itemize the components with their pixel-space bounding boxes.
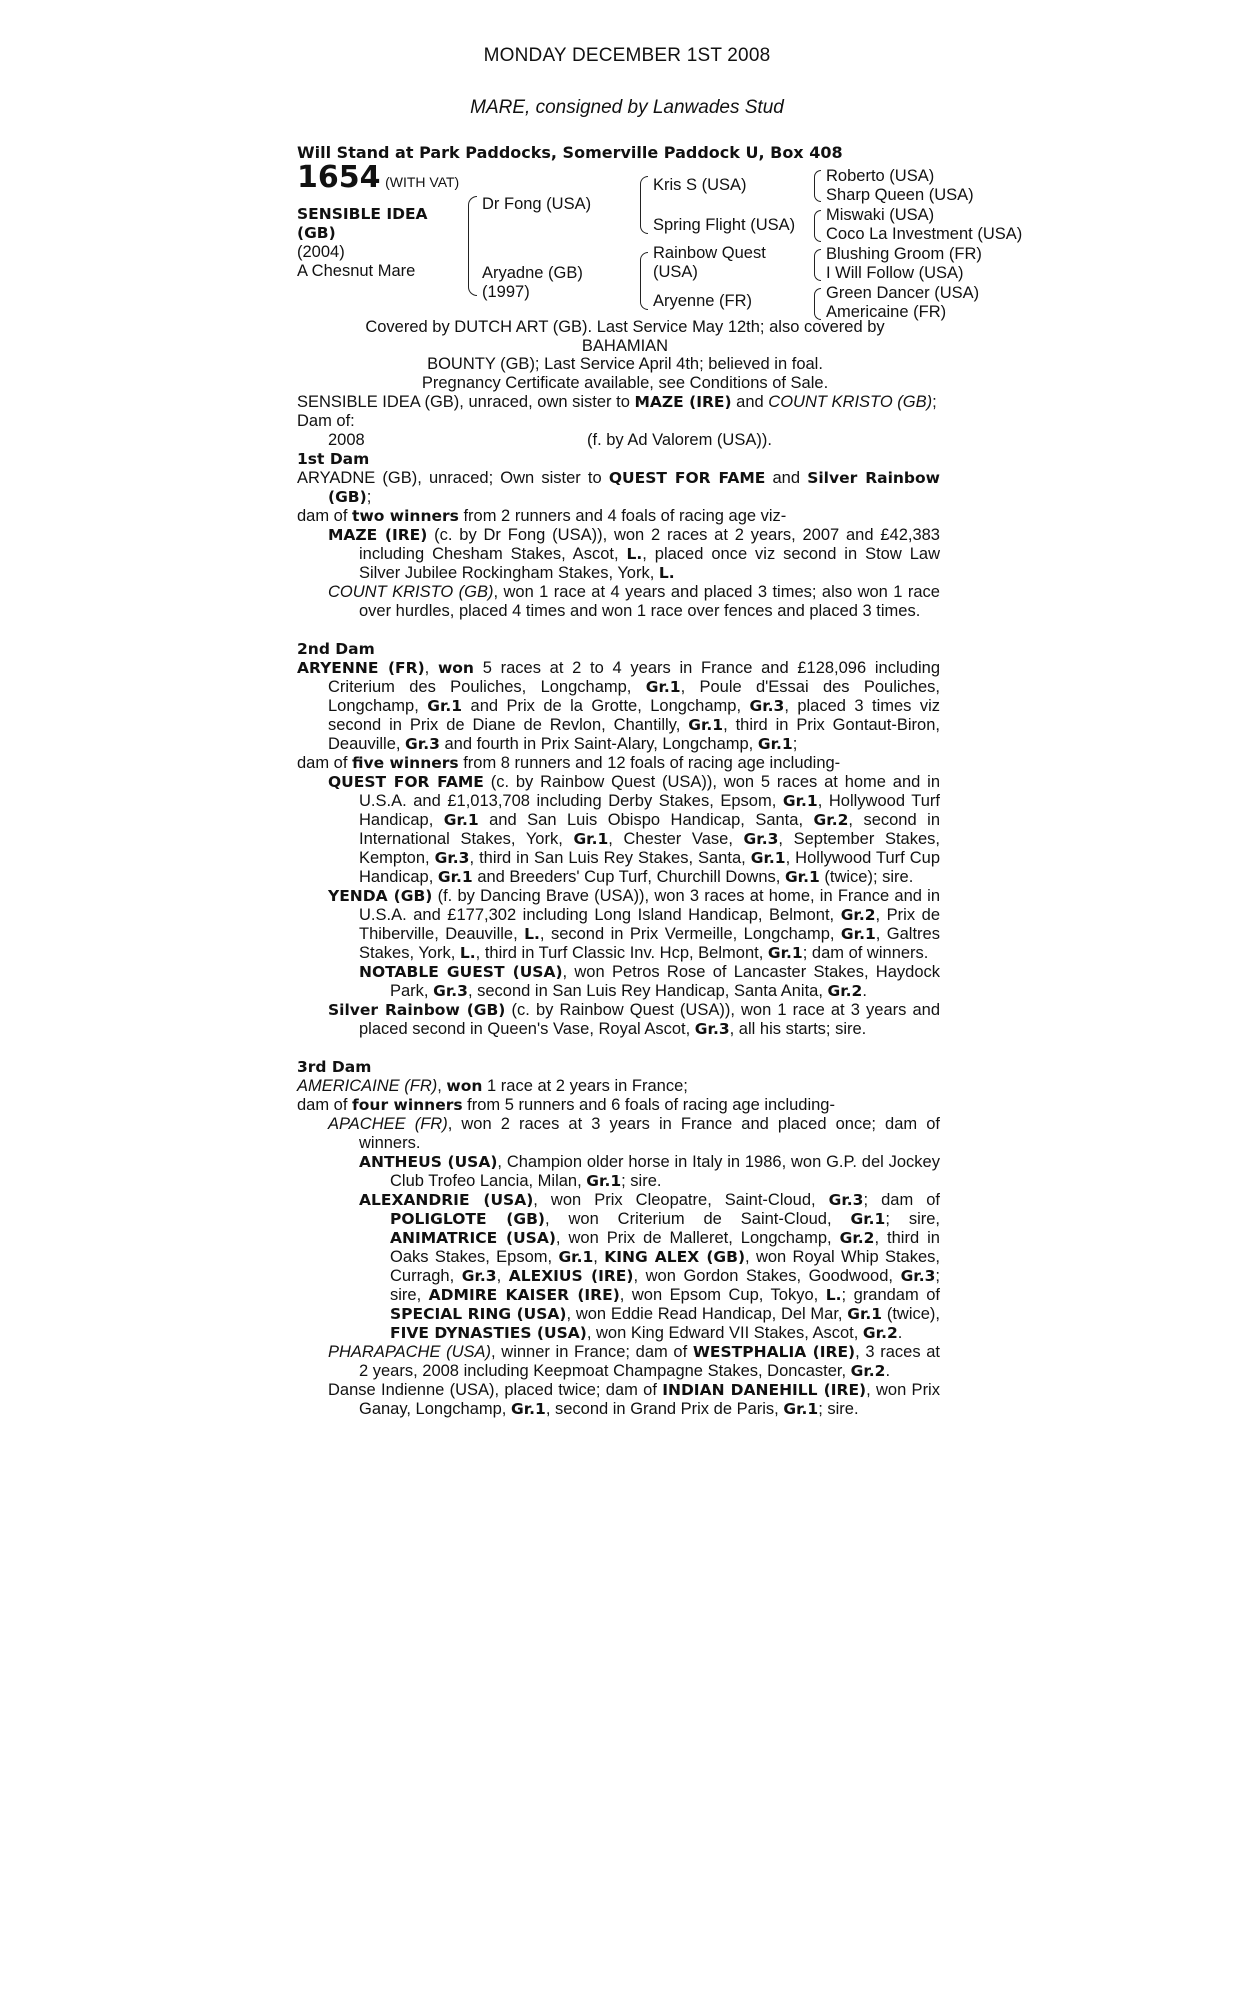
third-dam-produce-summary: dam of four winners from 5 runners and 6 foals of racing age including- <box>297 1096 835 1114</box>
produce-danse-indienne: Danse Indienne (USA), placed twice; dam of INDIAN DANEHILL (IRE), won Prix Ganay, Longchamp, Gr.1, second in Grand Prix de Paris, Gr.1; sire. <box>328 1381 940 1418</box>
pedigree-brace-sire <box>640 176 648 234</box>
pedigree-dam-sire-country: (USA) <box>653 263 698 281</box>
pedigree-g4: Coco La Investment (USA) <box>826 225 1023 243</box>
horse-country: (GB) <box>297 224 336 242</box>
lot-number-block <box>297 160 460 195</box>
horse-description: A Chesnut Mare <box>297 262 416 280</box>
summary-dam-of: Dam of: <box>297 412 355 430</box>
pedigree-g7: Green Dancer (USA) <box>826 284 980 302</box>
produce-maze: MAZE (IRE) (c. by Dr Fong (USA)), won 2 races at 2 years, 2007 and £42,383 including Chesham Stakes, Ascot, L., placed once viz second in Stow Law Silver Jubilee Rockingham Stakes, York, L. <box>328 526 940 582</box>
pedigree-brace-g4 <box>814 288 821 320</box>
stand-location: Will Stand at Park Paddocks, Somerville Paddock U, Box 408 <box>297 143 843 162</box>
produce-row <box>297 431 940 450</box>
pedigree-dam-sire: Rainbow Quest <box>653 244 766 262</box>
produce-alexandrie: ALEXANDRIE (USA), won Prix Cleopatre, Saint-Cloud, Gr.3; dam of POLIGLOTE (GB), won Criterium de Saint-Cloud, Gr.1; sire, ANIMATRICE (USA), won Prix de Malleret, Longchamp, Gr.2, third in Oaks Stakes, Epsom, Gr.1, KING ALEX (GB), won Royal Whip Stakes, Curragh, Gr.3, ALEXIUS (IRE), won Gordon Stakes, Goodwood, Gr.3; sire, ADMIRE KAISER (IRE), won Epsom Cup, Tokyo, L.; grandam of SPECIAL RING (USA), won Eddie Read Handicap, Del Mar, Gr.1 (twice), FIVE DYNASTIES (USA), won King Edward VII Stakes, Ascot, Gr.2. <box>359 1191 940 1342</box>
produce-antheus: ANTHEUS (USA), Champion older horse in Italy in 1986, won G.P. del Jockey Club Trofeo Lancia, Milan, Gr.1; sire. <box>359 1153 940 1190</box>
summary-sibling-maze: MAZE (IRE) <box>634 393 732 411</box>
third-dam-heading: 3rd Dam <box>297 1058 372 1076</box>
horse-name: SENSIBLE IDEA <box>297 205 428 223</box>
catalogue-body <box>297 393 940 1419</box>
produce-year: 2008 <box>328 431 365 449</box>
horse-foaled: (2004) <box>297 243 345 261</box>
covering-line-3: Pregnancy Certificate available, see Conditions of Sale. <box>421 373 829 392</box>
pedigree-dam-dam: Aryenne (FR) <box>653 292 753 310</box>
pedigree-g3: Miswaki (USA) <box>826 206 935 224</box>
pedigree-sire: Dr Fong (USA) <box>482 195 592 213</box>
third-dam-entry: AMERICAINE (FR), won 1 race at 2 years in France; <box>297 1077 688 1095</box>
sale-date: MONDAY DECEMBER 1ST 2008 <box>483 45 771 66</box>
second-dam-produce-summary: dam of five winners from 8 runners and 12 foals of racing age including- <box>297 754 841 772</box>
pedigree-brace-g1 <box>814 170 821 202</box>
pedigree-brace-g2 <box>814 210 821 242</box>
pedigree-sire-sire: Kris S (USA) <box>653 176 747 194</box>
consignment-line: MARE, consigned by Lanwades Stud <box>470 97 784 118</box>
covering-line-1: Covered by DUTCH ART (GB). Last Service May 12th; also covered by BAHAMIAN <box>365 318 885 355</box>
pedigree-g1: Roberto (USA) <box>826 167 935 185</box>
pedigree-g5: Blushing Groom (FR) <box>826 245 982 263</box>
first-dam-heading: 1st Dam <box>297 450 370 468</box>
produce-notable-guest: NOTABLE GUEST (USA), won Petros Rose of Lancaster Stakes, Haydock Park, Gr.3, second in San Luis Rey Handicap, Santa Anita, Gr.2. <box>359 963 940 1000</box>
produce-quest-for-fame: QUEST FOR FAME (c. by Rainbow Quest (USA)), won 5 races at home and in U.S.A. and £1,013,708 including Derby Stakes, Epsom, Gr.1, Hollywood Turf Handicap, Gr.1 and San Luis Obispo Handicap, Santa, Gr.2, second in International Stakes, York, Gr.1, Chester Vase, Gr.3, September Stakes, Kempton, Gr.3, third in San Luis Rey Stakes, Santa, Gr.1, Hollywood Turf Cup Handicap, Gr.1 and Breeders' Cup Turf, Churchill Downs, Gr.1 (twice); sire. <box>328 773 941 886</box>
produce-desc: (f. by Ad Valorem (USA)). <box>587 431 772 449</box>
horse-identity <box>297 205 428 281</box>
produce-pharapache: PHARAPACHE (USA), winner in France; dam of WESTPHALIA (IRE), 3 races at 2 years, 2008 including Keepmoat Champagne Stakes, Doncaster, Gr.2. <box>328 1343 940 1380</box>
pedigree-brace-dam <box>640 252 648 310</box>
produce-apachee: APACHEE (FR), won 2 races at 3 years in France and placed once; dam of winners. <box>328 1115 941 1152</box>
second-dam-entry: ARYENNE (FR), won 5 races at 2 to 4 years in France and £128,096 including Criterium des Pouliches, Longchamp, Gr.1, Poule d'Essai des Pouliches, Longchamp, Gr.1 and Prix de la Grotte, Longchamp, Gr.3, placed 3 times viz second in Prix de Diane de Revlon, Chantilly, Gr.1, third in Prix Gontaut-Biron, Deauville, Gr.3 and fourth in Prix Saint-Alary, Longchamp, Gr.1; <box>297 659 941 753</box>
pedigree-sire-dam: Spring Flight (USA) <box>653 216 796 234</box>
produce-silver-rainbow: Silver Rainbow (GB) (c. by Rainbow Quest (USA)), won 1 race at 3 years and placed second in Queen's Vase, Royal Ascot, Gr.3, all his starts; sire. <box>328 1001 941 1038</box>
lot-number: 1654 <box>297 160 381 195</box>
summary-sibling-count-kristo: COUNT KRISTO (GB) <box>768 393 933 411</box>
pedigree-brace-g3 <box>814 249 821 281</box>
covering-note <box>330 318 920 392</box>
pedigree-dam-year: (1997) <box>482 283 530 301</box>
produce-count-kristo: COUNT KRISTO (GB), won 1 race at 4 years and placed 3 times; also won 1 race over hurdles, placed 4 times and won 1 race over fences and placed 3 times. <box>328 583 940 620</box>
summary-paragraph: SENSIBLE IDEA (GB), unraced, own sister to MAZE (IRE) and COUNT KRISTO (GB); <box>297 393 937 411</box>
pedigree-dam: Aryadne (GB) <box>482 264 583 282</box>
pedigree-brace-main <box>468 196 477 296</box>
first-dam-produce-summary: dam of two winners from 2 runners and 4 foals of racing age viz- <box>297 507 787 525</box>
vat-note: (WITH VAT) <box>385 174 460 190</box>
produce-yenda: YENDA (GB) (f. by Dancing Brave (USA)), won 3 races at home, in France and in U.S.A. and £177,302 including Long Island Handicap, Belmont, Gr.2, Prix de Thiberville, Deauville, L., second in Prix Vermeille, Longchamp, Gr.1, Galtres Stakes, York, L., third in Turf Classic Inv. Hcp, Belmont, Gr.1; dam of winners. <box>328 887 940 962</box>
pedigree-g2: Sharp Queen (USA) <box>826 186 974 204</box>
covering-line-2: BOUNTY (GB); Last Service April 4th; believed in foal. <box>427 355 823 373</box>
first-dam-entry: ARYADNE (GB), unraced; Own sister to QUEST FOR FAME and Silver Rainbow (GB); <box>297 469 940 506</box>
second-dam-heading: 2nd Dam <box>297 640 375 658</box>
pedigree-g8: Americaine (FR) <box>826 303 947 321</box>
pedigree-g6: I Will Follow (USA) <box>826 264 964 282</box>
